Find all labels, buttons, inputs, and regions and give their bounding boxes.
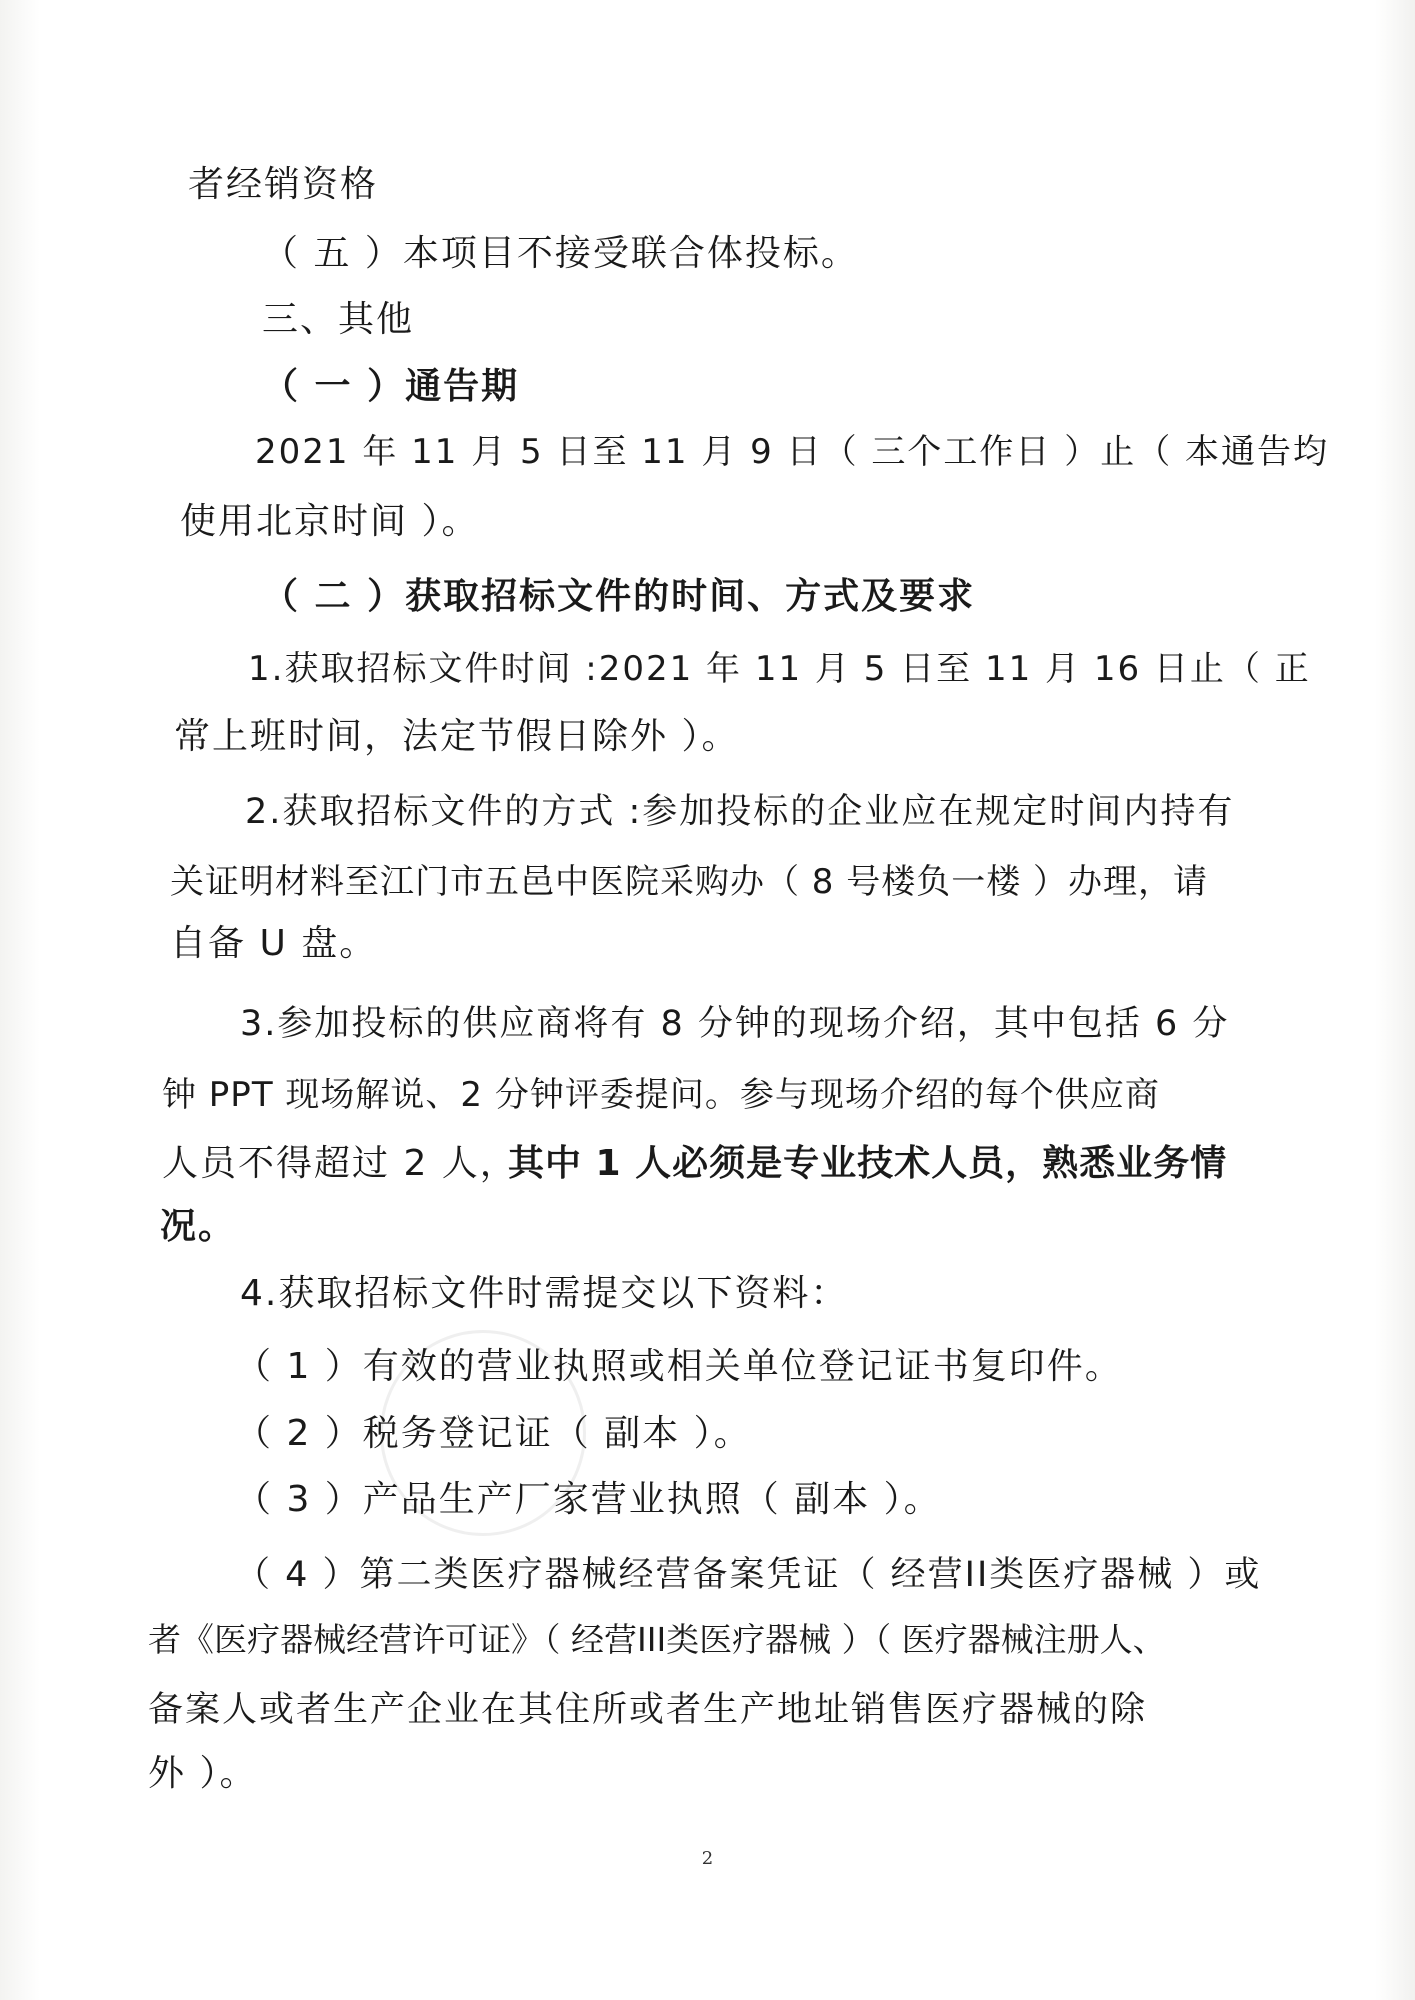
text-line: 3.参加投标的供应商将有 8 分钟的现场介绍，其中包括 6 分 (240, 1004, 1230, 1044)
text-line: 钟 PPT 现场解说、2 分钟评委提问。参与现场介绍的每个供应商 (162, 1075, 1160, 1115)
subsection-heading: （ 一 ）通告期 (262, 366, 520, 407)
text-line: （ 1 ）有效的营业执照或相关单位登记证书复印件。 (235, 1346, 1123, 1387)
text-line: 1.获取招标文件时间 :2021 年 11 月 5 日至 11 月 16 日止（ 正 (248, 649, 1311, 689)
text-line: （ 五 ）本项目不接受联合体投标。 (262, 233, 859, 274)
text-line: 常上班时间，法定节假日除外 ）。 (174, 716, 740, 757)
text-line: 使用北京时间 ）。 (180, 501, 480, 542)
emphasized-text: 其中 1 人必须是专业技术人员，熟悉业务情 (508, 1143, 1228, 1184)
text-line: 者《医疗器械经营许可证》（ 经营III类医疗器械 ）（ 医疗器械注册人、 (148, 1620, 1166, 1659)
text-line: 关证明材料至江门市五邑中医院采购办（ 8 号楼负一楼 ）办理，请 (170, 862, 1209, 902)
text-line: 备案人或者生产企业在其住所或者生产地址销售医疗器械的除 (148, 1690, 1148, 1730)
page-number: 2 (701, 1848, 714, 1869)
text-line: （ 4 ）第二类医疗器械经营备案凭证（ 经营II类医疗器械 ）或 (235, 1555, 1262, 1595)
section-heading: 三、其他 (262, 299, 415, 340)
subsection-heading: （ 二 ）获取招标文件的时间、方式及要求 (262, 576, 976, 617)
text-line: （ 2 ）税务登记证（ 副本 ）。 (235, 1413, 752, 1454)
text-line: 4.获取招标文件时需提交以下资料： (240, 1273, 849, 1314)
text-line: 2.获取招标文件的方式 :参加投标的企业应在规定时间内持有 (245, 792, 1235, 832)
text-line: 2021 年 11 月 5 日至 11 月 9 日（ 三个工作日 ）止（ 本通告均 (255, 432, 1330, 472)
text-line: （ 3 ）产品生产厂家营业执照（ 副本 ）。 (235, 1479, 942, 1520)
text-line: 自备 U 盘。 (170, 923, 378, 964)
emphasized-text: 况。 (160, 1206, 237, 1247)
text-line: 人员不得超过 2 人， (162, 1143, 518, 1184)
text-line: 外 ）。 (148, 1753, 258, 1794)
text-line: 者经销资格 (188, 164, 379, 205)
